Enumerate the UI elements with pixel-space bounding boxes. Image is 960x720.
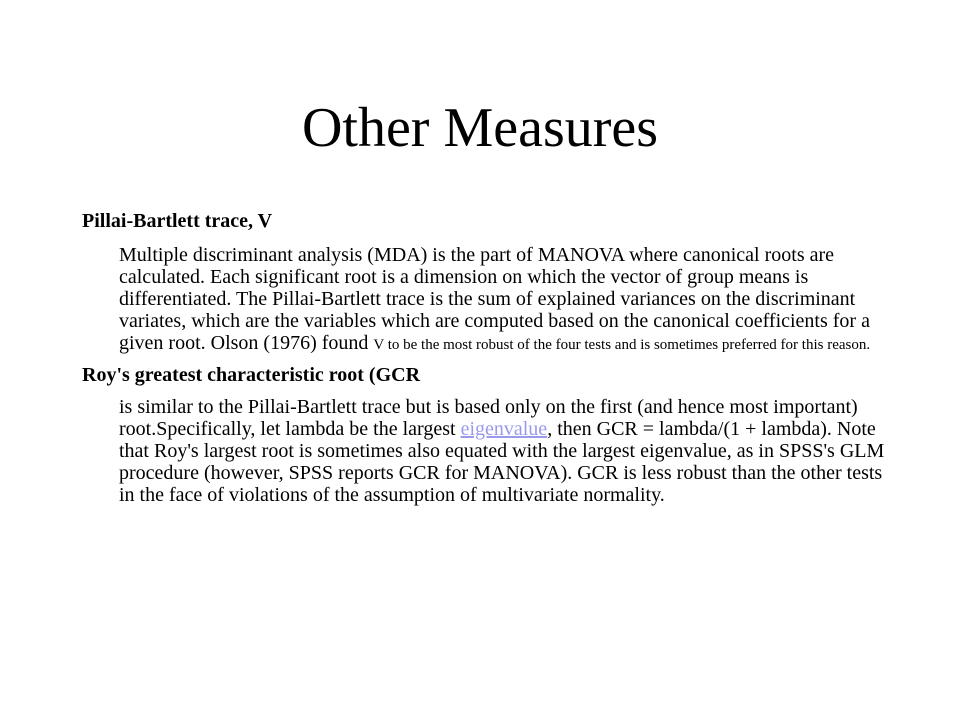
roy-text-before-link: is similar to the Pillai-Bartlett trace but is based only on the first (and hence most important) root.Specifically, let lambda be the largest — [119, 396, 858, 440]
section-heading-roy: Roy's greatest characteristic root (GCR — [82, 364, 421, 386]
slide-title: Other Measures — [301, 97, 659, 159]
section-heading-pillai: Pillai-Bartlett trace, V — [82, 210, 273, 232]
eigenvalue-link[interactable]: eigenvalue — [460, 418, 548, 440]
section-text-pillai — [119, 244, 892, 356]
slide-body — [82, 208, 892, 506]
pillai-text-small: V to be the most robust of the four tests and is sometimes preferred for this reason. — [373, 337, 871, 353]
section-text-roy — [119, 396, 892, 506]
pillai-text-main: Multiple discriminant analysis (MDA) is the part of MANOVA where canonical roots are calculated. Each significant root is a dimension on which the vector of group means is differentiated. The Pillai-Bartlett trace is the sum of explained variances on the discriminant variates, which are the variables which are computed based on the canonical coefficients for a given root. Olson (1976) found — [119, 244, 870, 354]
roy-text-after-link: , then GCR = lambda/(1 + lambda). Note that Roy's largest root is sometimes also equated with the largest eigenvalue, as in SPSS's GLM procedure (however, SPSS reports GCR for MANOVA). GCR is less robust than the other tests in the face of violations of the assumption of multivariate normality. — [119, 418, 885, 506]
